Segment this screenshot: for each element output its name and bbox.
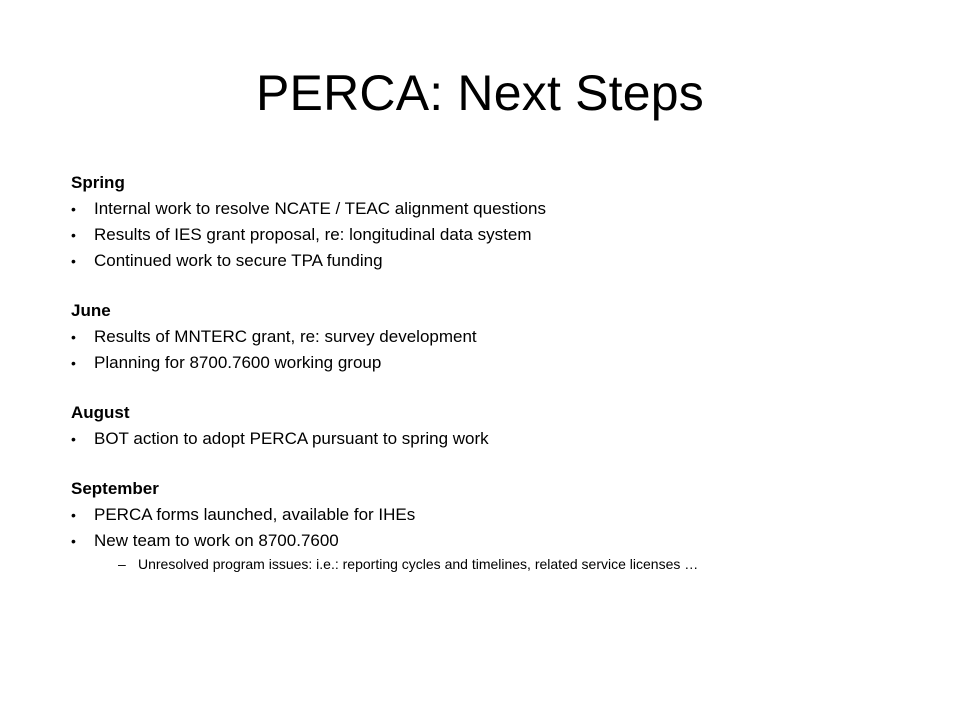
list-item — [71, 324, 911, 350]
sub-list-item-text: Unresolved program issues: i.e.: reporting cycles and timelines, related service licenses … — [138, 556, 699, 572]
list-item-text: Internal work to resolve NCATE / TEAC alignment questions — [94, 199, 546, 218]
sub-bullet-list — [71, 554, 911, 574]
section-september — [71, 476, 911, 574]
dash-icon: – — [118, 556, 126, 572]
bullet-icon: • — [71, 201, 76, 217]
bullet-list — [71, 426, 911, 452]
section-heading: Spring — [71, 173, 125, 192]
bullet-icon: • — [71, 355, 76, 371]
list-item — [71, 222, 911, 248]
bullet-list — [71, 502, 911, 554]
section-spacer — [71, 376, 911, 400]
section-heading: September — [71, 479, 159, 498]
section-spacer — [71, 452, 911, 476]
list-item — [71, 196, 911, 222]
list-item — [71, 502, 911, 528]
slide-title: PERCA: Next Steps — [255, 65, 704, 121]
section-spacer — [71, 274, 911, 298]
section-heading: June — [71, 301, 111, 320]
section-june — [71, 298, 911, 376]
list-item — [71, 350, 911, 376]
list-item — [71, 528, 911, 554]
list-item-text: Results of MNTERC grant, re: survey development — [94, 327, 477, 346]
sub-list-item — [71, 554, 911, 574]
bullet-icon: • — [71, 227, 76, 243]
section-spring — [71, 170, 911, 274]
list-item-text: BOT action to adopt PERCA pursuant to spring work — [94, 429, 489, 448]
section-august — [71, 400, 911, 452]
list-item-text: PERCA forms launched, available for IHEs — [94, 505, 416, 524]
list-item-text: Planning for 8700.7600 working group — [94, 353, 382, 372]
bullet-icon: • — [71, 507, 76, 523]
bullet-icon: • — [71, 533, 76, 549]
bullet-list — [71, 324, 911, 376]
list-item — [71, 248, 911, 274]
bullet-icon: • — [71, 329, 76, 345]
list-item-text: Continued work to secure TPA funding — [94, 251, 383, 270]
slide-content — [71, 170, 911, 574]
bullet-list — [71, 196, 911, 274]
list-item — [71, 426, 911, 452]
bullet-icon: • — [71, 431, 76, 447]
bullet-icon: • — [71, 253, 76, 269]
list-item-text: Results of IES grant proposal, re: longitudinal data system — [94, 225, 532, 244]
list-item-text: New team to work on 8700.7600 — [94, 531, 339, 550]
section-heading: August — [71, 403, 130, 422]
